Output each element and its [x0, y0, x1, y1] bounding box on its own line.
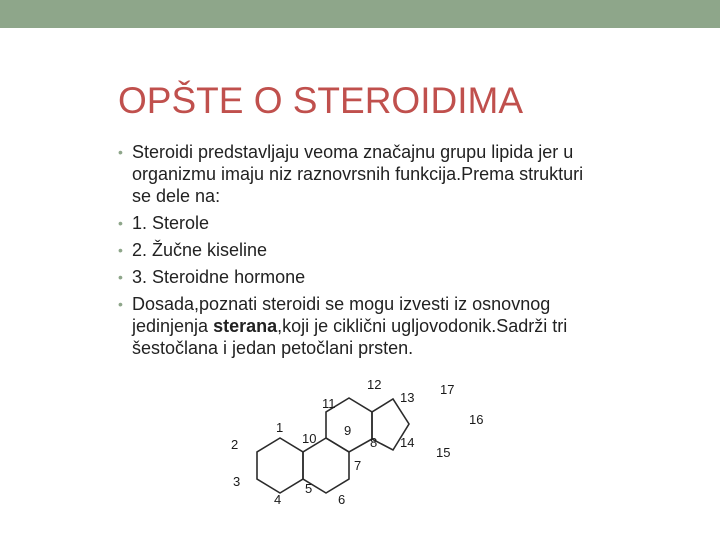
atom-label: 10	[302, 431, 317, 446]
bullet-item	[116, 212, 586, 234]
atom-label: 13	[400, 390, 415, 405]
bullet-text: Steroidi predstavljaju veoma značajnu grupu lipida jer u organizmu imaju niz raznovrsnih funkcija.Prema strukturi se dele na:	[132, 142, 584, 206]
bullet-text: 2. Žučne kiseline	[132, 240, 268, 260]
bullet-dot-icon: •	[118, 215, 123, 231]
atom-label: 16	[469, 412, 484, 427]
atom-label: 11	[322, 396, 336, 411]
bullet-dot-icon: •	[118, 144, 123, 160]
bullet-text: 1. Sterole	[132, 213, 210, 233]
bullet-item	[116, 293, 586, 359]
ring-a	[257, 438, 303, 493]
atom-label: 15	[436, 445, 451, 460]
atom-label: 2	[231, 437, 239, 452]
top-decor-bar	[0, 0, 720, 28]
sterane-bonds	[257, 398, 409, 493]
bullet-item	[116, 266, 586, 288]
atom-label: 12	[367, 377, 382, 392]
bullet-item	[116, 239, 586, 261]
atom-label: 14	[400, 435, 415, 450]
atom-label: 5	[305, 481, 313, 496]
atom-label: 7	[354, 458, 362, 473]
sterane-structure-diagram	[220, 372, 500, 522]
atom-label: 17	[440, 382, 455, 397]
bullet-dot-icon: •	[118, 242, 123, 258]
bullet-text-bold: sterana	[213, 316, 278, 336]
bullet-list	[116, 141, 586, 364]
atom-label: 9	[344, 423, 352, 438]
bullet-text-after: ,koji je ciklični ugljovodonik.Sadrži tri šestočlana i jedan petočlani prsten.	[132, 316, 568, 358]
atom-label: 8	[370, 435, 378, 450]
slide-title: OPŠTE O STEROIDIMA	[118, 80, 523, 121]
bullet-text: 3. Steroidne hormone	[132, 267, 306, 287]
atom-label: 6	[338, 492, 346, 507]
atom-label: 3	[233, 474, 241, 489]
bullet-dot-icon: •	[118, 269, 123, 285]
atom-labels	[231, 377, 483, 507]
atom-label: 1	[276, 420, 284, 435]
bullet-item	[116, 141, 586, 207]
bullet-dot-icon: •	[118, 296, 123, 312]
atom-label: 4	[274, 492, 282, 507]
bullet-text-before: Dosada,poznati steroidi se mogu izvesti iz osnovnog jedinjenja	[132, 294, 551, 336]
